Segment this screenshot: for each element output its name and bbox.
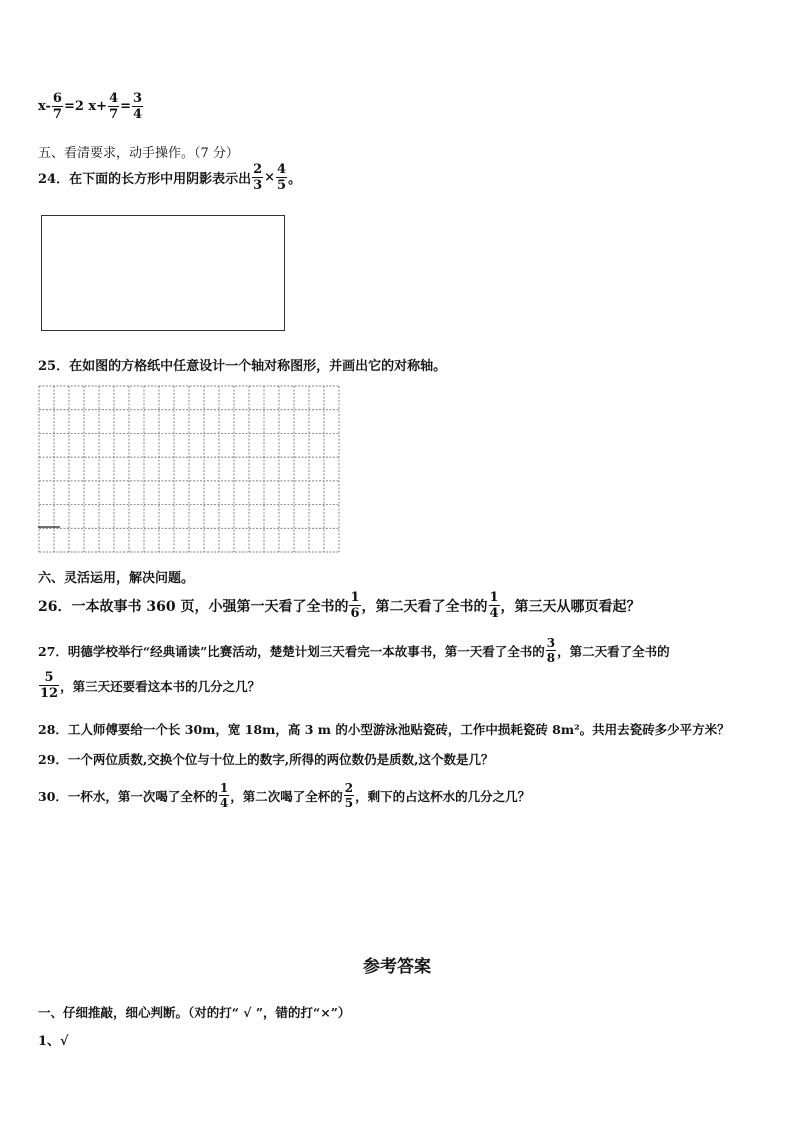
eq-text-x: x- xyxy=(38,99,51,114)
eq-text-eq: = xyxy=(120,99,132,114)
fraction-1-4-a: $\frac{1}{4}$ xyxy=(489,590,499,621)
grid-paper[interactable] xyxy=(38,385,340,553)
fraction-2-3: $\frac{2}{3}$ xyxy=(253,162,263,193)
question-27-cont xyxy=(38,671,260,700)
section-six-heading: 六、灵活运用，解决问题。 xyxy=(38,571,195,586)
section-five-heading: 五、看清要求，动手操作。（7 分） xyxy=(38,146,239,161)
q26-text-b: ，第二天看了全书的 xyxy=(361,598,488,615)
q26-text-a: 26．一本故事书 360 页，小强第一天看了全书的 xyxy=(38,598,349,615)
fraction-6-7: $\frac{6}{7}$ xyxy=(52,91,62,122)
q27-text-b: ，第二天看了全书的 xyxy=(557,643,670,659)
fraction-1-6: $\frac{1}{6}$ xyxy=(350,590,360,621)
equation-line xyxy=(38,92,144,121)
q26-text-c: ，第三天从哪页看起？ xyxy=(500,598,641,615)
question-25: 25．在如图的方格纸中任意设计一个轴对称图形，并画出它的对称轴。 xyxy=(38,359,447,374)
fraction-5-12: $\frac{5}{12}$ xyxy=(40,670,59,701)
question-26 xyxy=(38,591,641,620)
fraction-3-4: $\frac{3}{4}$ xyxy=(133,91,143,122)
q27-text-c: ，第三天还要看这本书的几分之几？ xyxy=(60,678,261,694)
q27-text-a: 27．明德学校举行“经典诵读”比赛活动，楚楚计划三天看完一本故事书，第一天看了全书的 xyxy=(38,643,545,659)
shading-rectangle[interactable] xyxy=(41,215,285,331)
answer-1: 1、√ xyxy=(38,1034,69,1049)
eq-text-mid: =2 x+ xyxy=(63,99,108,114)
times-sign: × xyxy=(264,170,276,185)
fraction-1-4-b: $\frac{1}{4}$ xyxy=(219,781,229,810)
fraction-3-8: $\frac{3}{8}$ xyxy=(546,636,556,665)
question-28: 28．工人师傅要给一个长 30m，宽 18m，高 3 m 的小型游泳池贴瓷砖，工作中损耗瓷砖 8m²。共用去瓷砖多少平方米？ xyxy=(38,722,730,737)
q24-end: 。 xyxy=(288,172,302,187)
fraction-4-5: $\frac{4}{5}$ xyxy=(277,162,287,193)
q24-text: 24．在下面的长方形中用阴影表示出 xyxy=(38,172,252,187)
q30-text-b: ，第二次喝了全杯的 xyxy=(230,788,343,804)
question-29: 29．一个两位质数,交换个位与十位上的数字,所得的两位数仍是质数,这个数是几？ xyxy=(38,752,494,767)
fraction-2-5: $\frac{2}{5}$ xyxy=(344,781,354,810)
question-30 xyxy=(38,782,530,809)
fraction-4-7: $\frac{4}{7}$ xyxy=(109,91,119,122)
question-24 xyxy=(38,163,301,192)
answers-title: 参考答案 xyxy=(363,957,431,977)
answers-section-one: 一、仔细推敲，细心判断。（对的打“ √ ”，错的打“×”） xyxy=(38,1005,351,1020)
q30-text-a: 30．一杯水，第一次喝了全杯的 xyxy=(38,788,218,804)
q30-text-c: ，剩下的占这杯水的几分之几？ xyxy=(355,788,531,804)
question-27 xyxy=(38,637,670,664)
